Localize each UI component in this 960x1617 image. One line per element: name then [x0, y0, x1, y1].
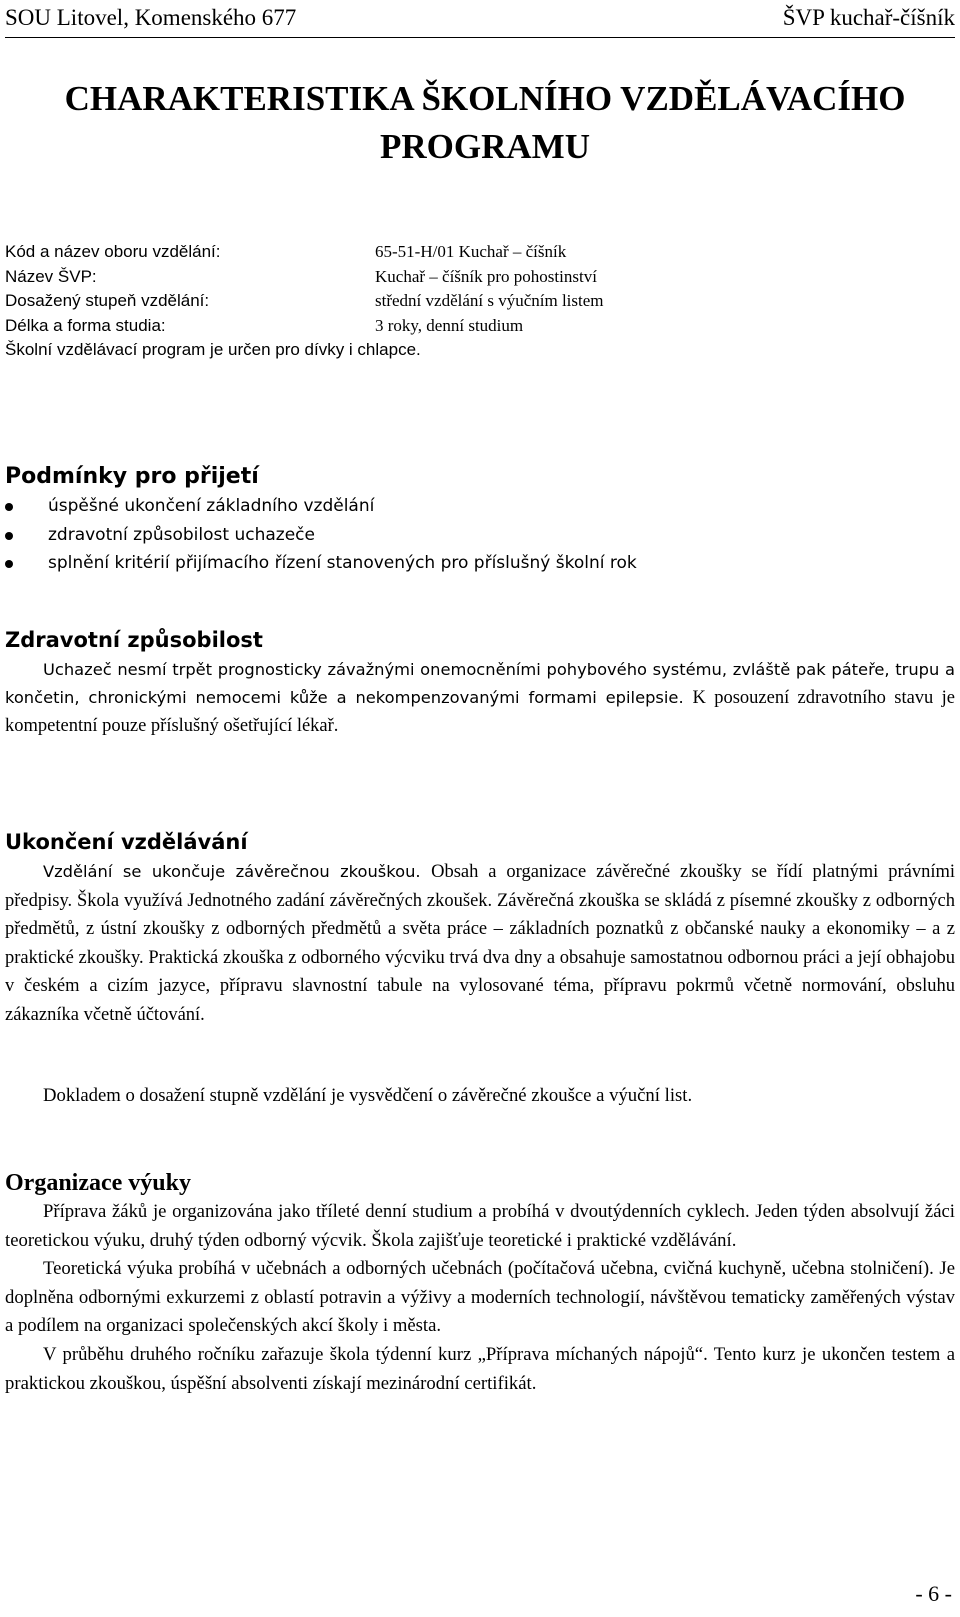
- info-value: Kuchař – číšník pro pohostinství: [375, 266, 597, 286]
- header-rule: [5, 37, 955, 38]
- organization-text-c: V průběhu druhého ročníku zařazuje škola týdenní kurz „Příprava míchaných nápojů“. Tento kurz je ukončen testem a praktickou zkouškou, úspěšní absolventi získají mezinárodní certifikát.: [5, 1343, 955, 1394]
- list-item: úspěšné ukončení základního vzdělání: [5, 492, 945, 521]
- info-value: střední vzdělání s výučním listem: [375, 291, 604, 310]
- health-text-a: Uchazeč nesmí trpět prognosticky závažnými onemocněními pohybového systému, zvláště pak páteře, trupu a končetin, chronickými nemocemi kůže a nekompenzovanými formami epilepsie.: [5, 660, 955, 707]
- organization-text-a: Příprava žáků je organizována jako tříleté denní studium a probíhá v dvoutýdenních cyklech. Jeden týden absolvují žáci teoretickou výuku, druhý týden odborný výcvik. Škola zajišťuje teoretické i praktické vzdělávání.: [5, 1201, 955, 1251]
- info-label: Délka a forma studia:: [5, 315, 166, 335]
- header-program: ŠVP kuchař-číšník: [782, 5, 955, 30]
- heading-completion: Ukončení vzdělávání: [5, 830, 248, 854]
- page-title: [20, 75, 950, 171]
- heading-organization: Organizace výuky: [5, 1170, 191, 1196]
- page-title-line-1: CHARAKTERISTIKA ŠKOLNÍHO VZDĚLÁVACÍHO: [64, 79, 906, 118]
- info-row: [5, 265, 905, 290]
- organization-text-b: Teoretická výuka probíhá v učebnách a odborných učebnách (počítačová učebna, cvičná kuchyně, učebna stolničení). Je doplněna odbornými exkurzemi z oblastí potravin a výživy a moderních technologií, návštěvou tematicky zaměřených výstav a podílem na organizaci společenských akcí školy i města.: [5, 1258, 955, 1337]
- list-item: zdravotní způsobilost uchazeče: [5, 521, 945, 550]
- page-title-line-2: PROGRAMU: [380, 127, 590, 166]
- program-info: [5, 240, 905, 363]
- info-row: [5, 314, 905, 339]
- heading-admission: Podmínky pro přijetí: [5, 464, 259, 489]
- info-value: 65-51-H/01 Kuchař – číšník: [375, 242, 567, 261]
- health-text-b: K posouzení zdravotního stavu je kompetentní pouze příslušný ošetřující lékař.: [5, 687, 955, 737]
- info-row: [5, 289, 905, 314]
- bullet-icon: [5, 560, 13, 568]
- admission-list: [5, 492, 945, 578]
- completion-paragraph-2: [5, 1082, 955, 1111]
- health-paragraph: [5, 656, 955, 741]
- completion-text-b: Obsah a organizace závěrečné zkoušky se řídí platnými právními předpisy. Škola využívá Jednotného zadání závěrečných zkoušek. Závěrečná zkouška se skládá z písemné zkoušky z odborných předmětů, z ústní zkoušky z odborných předmětů a světa práce – základních poznatků z občanské nauky a ekonomiky – a z praktické zkoušky. Praktická zkouška z odborného výcviku trvá dva dny a obsahuje samostatnou odbornou práci a její obhajobu v českém a cizím jazyce, přípravu slavnostní tabule na vylosované téma, přípravu pokrmů včetně normování, obsluhu zákazníka včetně účtování.: [5, 862, 955, 1025]
- header-school: SOU Litovel, Komenského 677: [5, 5, 297, 30]
- info-value: 3 roky, denní studium: [375, 315, 524, 335]
- organization-paragraph-1: [5, 1198, 955, 1398]
- completion-paragraph: [5, 858, 955, 1030]
- completion-text-c: Dokladem o dosažení stupně vzdělání je vysvědčení o závěrečné zkoušce a výuční list.: [43, 1085, 693, 1106]
- list-item: splnění kritérií přijímacího řízení stanovených pro příslušný školní rok: [5, 549, 945, 578]
- info-note: Školní vzdělávací program je určen pro dívky i chlapce.: [5, 340, 421, 359]
- info-label: Dosažený stupeň vzdělání:: [5, 291, 210, 310]
- completion-text-a: Vzdělání se ukončuje závěrečnou zkouškou.: [43, 862, 421, 881]
- bullet-icon: [5, 503, 13, 511]
- info-label: Název ŠVP:: [5, 266, 97, 286]
- bullet-icon: [5, 532, 13, 540]
- info-row: [5, 240, 905, 265]
- page-number: - 6 -: [915, 1581, 952, 1606]
- heading-health: Zdravotní způsobilost: [5, 628, 263, 652]
- info-label: Kód a název oboru vzdělání:: [5, 242, 221, 261]
